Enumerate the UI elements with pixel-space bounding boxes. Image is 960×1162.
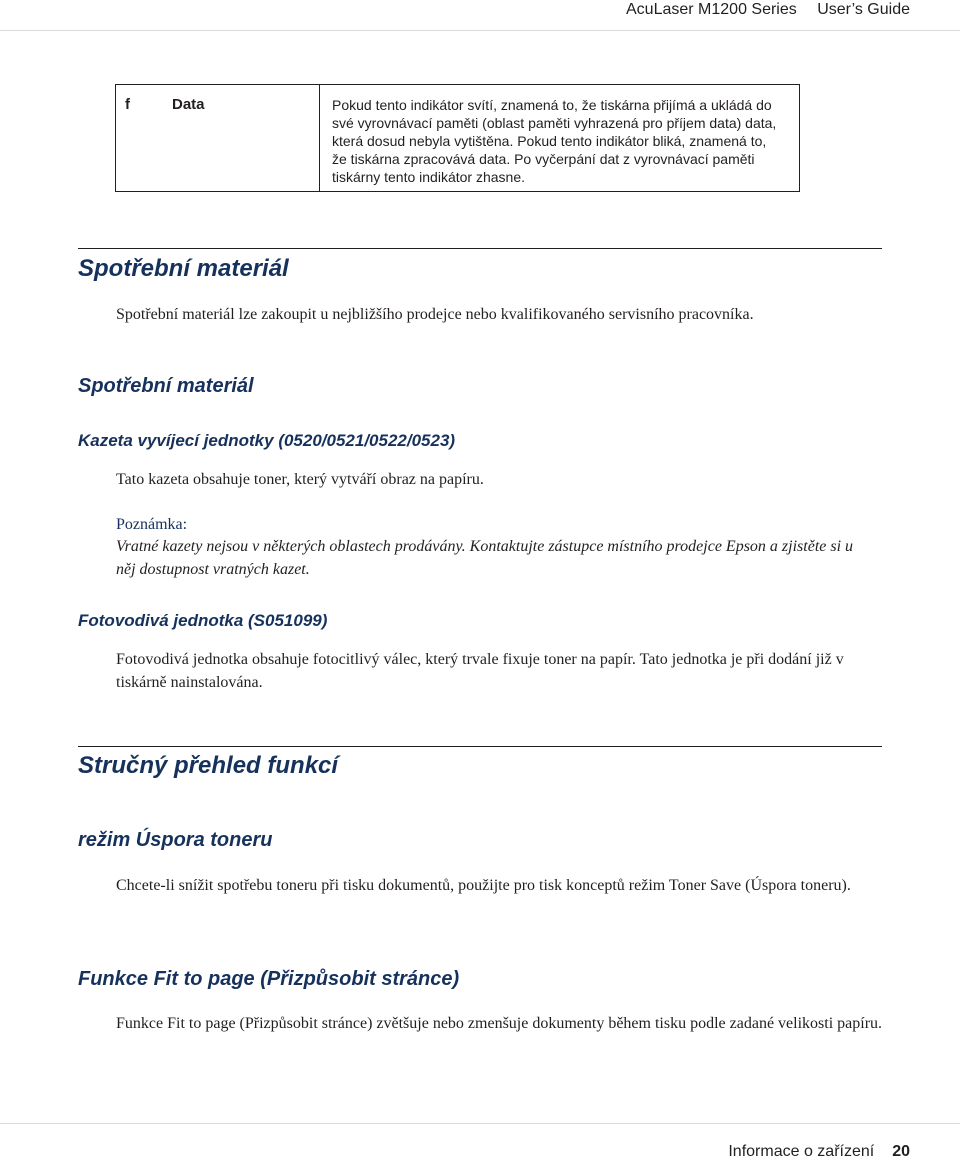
page-footer — [728, 1142, 910, 1162]
note-text: Vratné kazety nejsou v některých oblastech prodávány. Kontaktujte zástupce místního prodejce Epson a zjistěte si u něj dostupnost vratných kazet. — [116, 538, 854, 578]
photoconductor-heading: Fotovodivá jednotka (S051099) — [78, 611, 328, 630]
table-column-divider — [319, 85, 320, 191]
supplies-intro: Spotřební materiál lze zakoupit u nejbližšího prodejce nebo kvalifikovaného servisního pracovníka. — [116, 306, 754, 323]
footer-divider — [0, 1123, 960, 1124]
toner-save-text: Chcete-li snížit spotřebu toneru při tisku dokumentů, použijte pro tisk konceptů režim Toner Save (Úspora toneru). — [116, 877, 851, 894]
product-name: AcuLaser M1200 Series — [626, 1, 797, 18]
toner-save-heading: režim Úspora toneru — [78, 829, 273, 851]
fit-to-page-text: Funkce Fit to page (Přizpůsobit stránce) zvětšuje nebo zmenšuje dokumenty během tisku podle zadané velikosti papíru. — [116, 1015, 883, 1032]
page-header — [626, 0, 910, 20]
note-label: Poznámka: — [116, 516, 188, 533]
header-divider — [0, 30, 960, 31]
section-divider — [78, 248, 882, 249]
section-heading-features: Stručný přehled funkcí — [78, 752, 339, 779]
section-heading-supplies: Spotřební materiál — [78, 255, 289, 282]
photoconductor-text: Fotovodivá jednotka obsahuje fotocitlivý válec, který trvale fixuje toner na papír. Tato jednotka je při dodání již v tiskárně nainstalována. — [116, 651, 844, 691]
table-cell-name: Data — [172, 96, 205, 113]
guide-title: User’s Guide — [817, 1, 910, 18]
indicator-table — [115, 84, 800, 192]
developer-cartridge-heading: Kazeta vyvíjecí jednotky (0520/0521/0522/0523) — [78, 431, 456, 450]
section-divider — [78, 746, 882, 747]
table-cell-letter: f — [125, 96, 130, 113]
subheading-supplies: Spotřební materiál — [78, 375, 254, 397]
developer-cartridge-text: Tato kazeta obsahuje toner, který vytváří obraz na papíru. — [116, 471, 484, 488]
page-number: 20 — [892, 1143, 910, 1160]
footer-section-name: Informace o zařízení — [728, 1143, 875, 1160]
table-cell-description: Pokud tento indikátor svítí, znamená to, že tiskárna přijímá a ukládá do své vyrovnávací paměti (oblast paměti vyhrazená pro příjem data) data, která dosud nebyla vytištěna. Pokud tento indikátor bliká, znamená to, že tiskárna zpracovává data. Po vyčerpání dat z vyrovnávací paměti tiskárny tento indikátor zhasne. — [332, 97, 777, 185]
fit-to-page-heading: Funkce Fit to page (Přizpůsobit stránce) — [78, 968, 460, 990]
